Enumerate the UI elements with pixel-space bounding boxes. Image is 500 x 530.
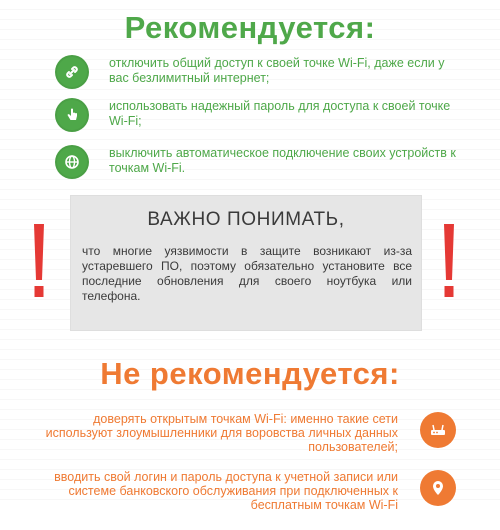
- recommended-title: Рекомендуется:: [124, 10, 376, 45]
- not-recommended-item-1: [25, 412, 480, 472]
- important-box: [70, 195, 422, 331]
- important-text: что многие уязвимости в защите возникают из-за устаревшего ПО, поэтому обязательно установите все последние обновления для своего ноутбука или телефона.: [82, 244, 412, 303]
- not-recommended-text: вводить свой логин и пароль доступа к учетной записи или системе банковского обслуживания при подключенных к бесплатным точкам Wi-Fi: [54, 470, 398, 512]
- recommended-text: выключить автоматическое подключение своих устройств к точкам Wi-Fi.: [109, 146, 456, 175]
- recommended-item-1: [55, 55, 455, 95]
- not-recommended-title: Не рекомендуется:: [100, 356, 400, 391]
- recommended-text: использовать надежный пароль для доступа к своей точке Wi-Fi;: [109, 99, 451, 128]
- exclamation-right-icon: [440, 222, 458, 302]
- recommended-item-2: [55, 98, 455, 138]
- hand-touch-icon: [55, 98, 89, 132]
- not-recommended-item-2: [25, 470, 480, 530]
- location-pin-icon: [420, 470, 456, 506]
- globe-icon: [55, 145, 89, 179]
- recommended-item-3: [55, 145, 455, 185]
- not-recommended-text: доверять открытым точкам Wi-Fi: именно такие сети используют злоумышленники для воровства личных данных пользователей;: [45, 412, 398, 454]
- important-title: ВАЖНО ПОНИМАТЬ,: [147, 209, 345, 230]
- link-icon: [55, 55, 89, 89]
- exclamation-left-icon: [30, 222, 48, 302]
- router-icon: [420, 412, 456, 448]
- recommended-text: отключить общий доступ к своей точке Wi-Fi, даже если у вас безлимитный интернет;: [109, 56, 445, 85]
